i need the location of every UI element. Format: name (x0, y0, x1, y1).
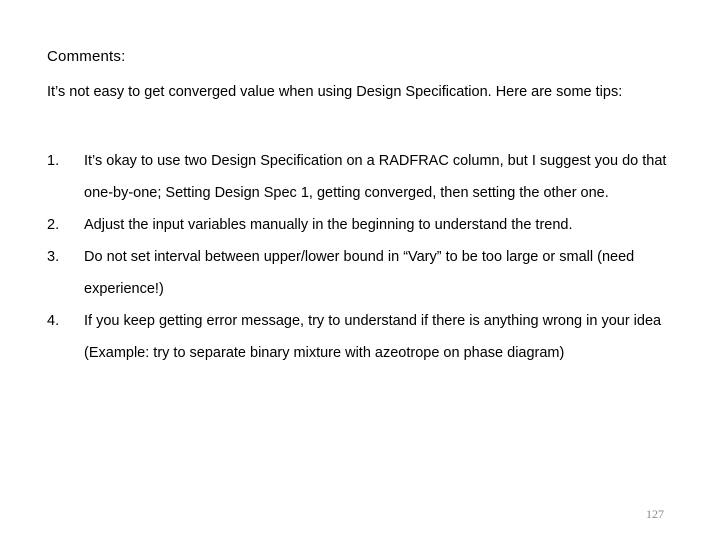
tip-item-4 (47, 305, 687, 369)
comments-heading: Comments: (47, 48, 126, 65)
tip-number: 3. (47, 249, 60, 265)
tip-text: If you keep getting error message, try to understand if there is anything wrong in your idea (Example: try to separate binary mixture with azeotrope on phase diagram) (84, 313, 662, 361)
tip-text: Do not set interval between upper/lower bound in “Vary” to be too large or small (need experience!) (84, 249, 635, 297)
intro-text: It’s not easy to get converged value when using Design Specification. Here are some tips: (47, 84, 623, 100)
tip-item-2 (47, 209, 687, 241)
tip-item-1 (47, 145, 687, 209)
tip-item-3 (47, 241, 687, 305)
tips-list (47, 145, 687, 369)
tip-text: Adjust the input variables manually in the beginning to understand the trend. (84, 217, 573, 233)
tip-number: 2. (47, 217, 60, 233)
tip-number: 4. (47, 313, 60, 329)
tip-text: It’s okay to use two Design Specification on a RADFRAC column, but I suggest you do that one-by-one; Setting Design Spec 1, getting converged, then setting the other one. (84, 153, 667, 201)
tip-number: 1. (47, 153, 60, 169)
page-number: 127 (646, 507, 664, 521)
